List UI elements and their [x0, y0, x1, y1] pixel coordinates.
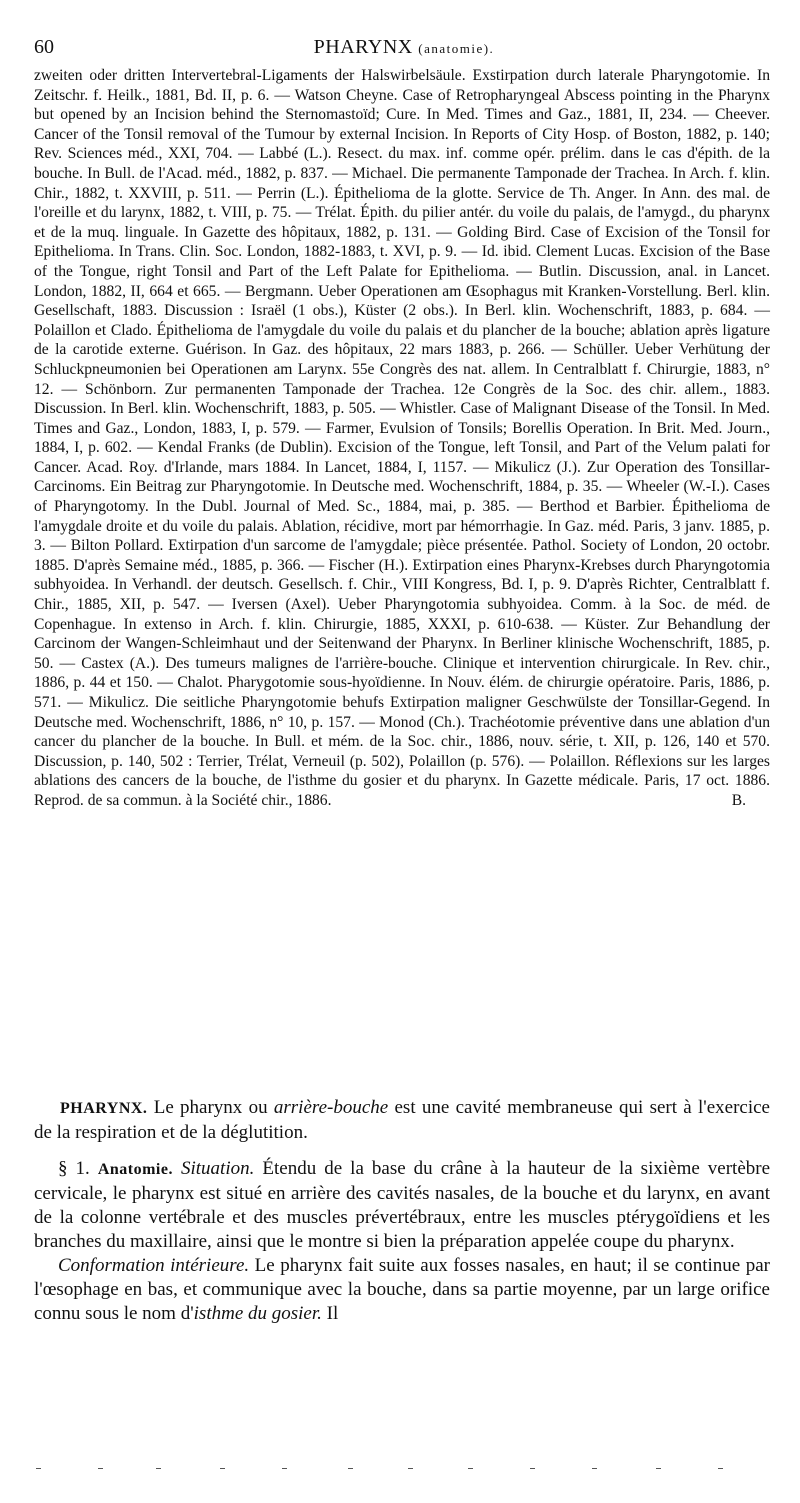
section-paragraph: [34, 1157, 770, 1254]
section-text: Étendu de la base du crâne à la hauteur de la sixième vertèbre cervicale, le pharynx est situé en arrière des cavités nasales, de la bouche et du larynx, en avant de la colonne vertébrale et des muscles prévertébraux, entre les muscles ptérygoïdiens et les branches du maxillaire, ainsi que le montre si bien la préparation appelée coupe du pharynx.: [34, 1158, 771, 1252]
section-mark: § 1.: [58, 1158, 90, 1179]
article-head-word: PHARYNX.: [60, 1100, 148, 1117]
bottom-dotted-rule: [36, 1468, 776, 1478]
conformation-term: isthme du gosier.: [193, 1303, 322, 1324]
intro-text-b: est une cavité membraneuse qui sert à l'exercice de la respiration et de la déglutition.: [34, 1097, 770, 1143]
conformation-end: Il: [321, 1303, 339, 1324]
page-number: 60: [34, 36, 54, 58]
intro-term: arrière-bouche: [273, 1097, 389, 1118]
running-title-sub: (anatomie).: [418, 41, 495, 56]
running-title: [34, 36, 774, 59]
conformation-subtitle: Conformation intérieure.: [58, 1255, 250, 1276]
bibliography-block: [34, 66, 770, 811]
bibliography-text: zweiten oder dritten Intervertebral-Ligaments der Halswirbelsäule. Exstirpation durch laterale Pharyngotomie. In Zeitschr. f. Heilk., 1881, Bd. II, p. 6. — Watson Cheyne. Case of Retropharyngeal Abscess pointing in the Pharynx but opened by an Incision behind the Sternomastoïd; Cure. In Med. Times and Gaz., 1881, II, 234. — Cheever. Cancer of the Tonsil removal of the Tumour by external Incision. In Reports of City Hosp. of Boston, 1882, p. 140; Rev. Sciences méd., XXI, 704. — Labbé (L.). Resect. du max. inf. comme opér. prélim. dans le cas d'épith. de la bouche. In Bull. de l'Acad. méd., 1882, p. 837. — Michael. Die permanente Tamponade der Trachea. In Arch. f. klin. Chir., 1882, t. XXVIII, p. 511. — Perrin (L.). Épithelioma de la glotte. Service de Th. Anger. In Ann. des mal. de l'oreille et du larynx, 1882, t. VIII, p. 75. — Trélat. Épith. du pilier antér. du voile du palais, de l'amygd., du pharynx et de la muq. linguale. In Gazette des hôpitaux, 1882, p. 131. — Golding Bird. Case of Excision of the Tonsil for Epithelioma. In Trans. Clin. Soc. London, 1882-1883, t. XVI, p. 9. — Id. ibid. Clement Lucas. Excision of the Base of the Tongue, right Tonsil and Part of the Left Palate for Epithelioma. — Butlin. Discussion, anal. in Lancet. London, 1882, II, 664 et 665. — Bergmann. Ueber Operationen am Œsophagus mit Kranken-Vorstellung. Berl. klin. Gesellschaft, 1883. Discussion : Israël (1 obs.), Küster (2 obs.). In Berl. klin. Wochenschrift, 1883, p. 684. — Polaillon et Clado. Épithelioma de l'amygdale du voile du palais et du plancher de la bouche; ablation après ligature de la carotide externe. Guérison. In Gaz. des hôpitaux, 22 mars 1883, p. 266. — Schüller. Ueber Verhütung der Schluckpneumonien bei Operationen am Larynx. 55e Congrès des nat. allem. In Centralblatt f. Chirurgie, 1883, n° 12. — Schönborn. Zur permanenten Tamponade der Trachea. 12e Congrès de la Soc. des chir. allem., 1883. Discussion. In Berl. klin. Wochenschrift, 1883, p. 505. — Whistler. Case of Malignant Disease of the Tonsil. In Med. Times and Gaz., London, 1883, I, p. 579. — Farmer, Evulsion of Tonsils; Borellis Operation. In Brit. Med. Journ., 1884, I, p. 602. — Kendal Franks (de Dublin). Excision of the Tongue, left Tonsil, and Part of the Velum palati for Cancer. Acad. Roy. d'Irlande, mars 1884. In Lancet, 1884, I, 1157. — Mikulicz (J.). Zur Operation des Tonsillar-Carcinoms. Ein Beitrag zur Pharyngotomie. In Deutsche med. Wochenschrift, 1884, p. 35. — Wheeler (W.-I.). Cases of Pharyngotomy. In the Dubl. Journal of Med. Sc., 1884, mai, p. 385. — Berthod et Barbier. Épithelioma de l'amygdale droite et du voile du palais. Ablation, récidive, mort par hémorrhagie. In Gaz. méd. Paris, 3 janv. 1885, p. 3. — Bilton Pollard. Extirpation d'un sarcome de l'amygdale; pièce présentée. Pathol. Society of London, 20 octobr. 1885. D'après Semaine méd., 1885, p. 366. — Fischer (H.). Extirpation eines Pharynx-Krebses durch Pharyngotomia subhyoidea. In Verhandl. der deutsch. Gesellsch. f. Chir., VIII Kongress, Bd. I, p. 9. D'après Richter, Centralblatt f. Chir., 1885, XII, p. 547. — Iversen (Axel). Ueber Pharyngotomia subhyoidea. Comm. à la Soc. de méd. de Copenhague. In extenso in Arch. f. klin. Chirurgie, 1885, XXXI, p. 610-638. — Küster. Zur Behandlung der Carcinom der Wangen-Schleimhaut und der Seitenwand der Pharynx. In Berliner klinische Wochenschrift, 1885, p. 50. — Castex (A.). Des tumeurs malignes de l'arrière-bouche. Clinique et intervention chirurgicale. In Rev. chir., 1886, p. 44 et 150. — Chalot. Pharygotomie sous-hyoïdienne. In Nouv. élém. de chirurgie opératoire. Paris, 1886, p. 571. — Mikulicz. Die seitliche Pharyngotomie behufs Extirpation maligner Geschwülste der Tonsillar-Gegend. In Deutsche med. Wochenschrift, 1886, n° 10, p. 157. — Monod (Ch.). Trachéotomie préventive dans une ablation d'un cancer du plancher de la bouche. In Bull. et mém. de la Soc. chir., 1886, nouv. série, t. XII, p. 126, 140 et 570. Discussion, p. 140, 502 : Terrier, Trélat, Verneuil (p. 502), Polaillon (p. 576). — Polaillon. Réflexions sur les larges ablations des cancers de la bouche, de l'isthme du gosier et du pharynx. In Gazette médicale. Paris, 17 oct. 1886. Reprod. de sa commun. à la Société chir., 1886.: [34, 67, 770, 809]
article-body: [34, 1096, 770, 1326]
intro-text-a: Le pharynx ou: [147, 1097, 274, 1118]
running-title-main: PHARYNX: [313, 36, 413, 58]
article-intro-paragraph: [34, 1096, 770, 1145]
author-signature: B.: [731, 791, 746, 809]
conformation-paragraph: [34, 1254, 770, 1326]
conformation-text: Le pharynx fait suite aux fosses nasales, en haut; il se continue par l'œsophage en bas, et communique avec la bouche, dans sa partie moyenne, par un large orifice connu sous le nom d': [34, 1255, 770, 1324]
running-header: [34, 36, 774, 64]
section-title: Anatomie.: [97, 1161, 173, 1178]
section-subtitle: Situation.: [181, 1158, 255, 1179]
